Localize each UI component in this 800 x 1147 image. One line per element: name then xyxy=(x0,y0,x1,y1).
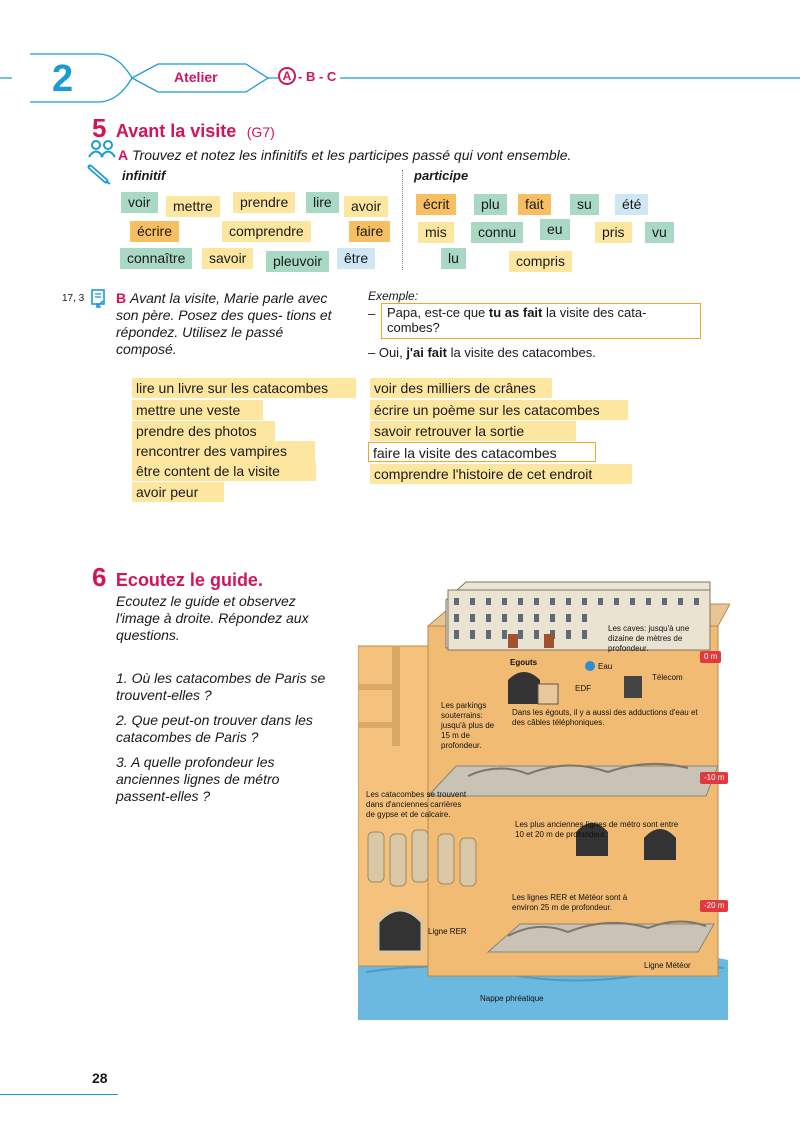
participe-chip: lu xyxy=(441,248,466,269)
metro-label: Les plus anciennes lignes de métro sont entre 10 et 20 m de profondeur. xyxy=(515,820,679,839)
instruction-a-text: Trouvez et notez les infinitifs et les participes passé qui vont ensemble. xyxy=(132,147,572,163)
phrase-left: lire un livre sur les catacombes xyxy=(132,378,356,398)
caves-label: Les caves: jusqu'à une dizaine de mètres de profondeur. xyxy=(608,624,690,653)
example-a-post: la visite des catacombes. xyxy=(446,345,596,360)
participe-chip: connu xyxy=(471,222,523,243)
infinitif-chip: connaître xyxy=(120,248,192,269)
participe-label: participe xyxy=(414,168,469,183)
question-3: 3. A quelle profondeur les anciennes lignes de métro passent-elles ? xyxy=(116,754,280,804)
phrase-right: voir des milliers de crânes xyxy=(370,378,552,398)
exercise-5-heading xyxy=(92,113,275,144)
infinitif-chip: voir xyxy=(121,192,158,213)
letter-a: A xyxy=(118,147,129,163)
example-label: Exemple: xyxy=(368,289,419,303)
phrase-right: écrire un poème sur les catacombes xyxy=(370,400,628,420)
exercise-5-number: 5 xyxy=(92,113,107,143)
question-1: 1. Où les catacombes de Paris se trouvent-elles ? xyxy=(116,670,326,703)
audio-track-icon xyxy=(89,289,109,309)
footer-rule xyxy=(0,1094,118,1095)
depth-marker-0: 0 m xyxy=(700,651,721,663)
unit-number: 2 xyxy=(52,58,74,100)
atelier-label: Atelier xyxy=(174,69,218,85)
infinitif-chip: lire xyxy=(306,192,339,213)
infinitif-chip: faire xyxy=(349,221,390,242)
phrase-right: savoir retrouver la sortie xyxy=(370,421,576,441)
steps-rest: - B - C xyxy=(298,69,337,84)
example-q-post: la visite des cata- combes? xyxy=(387,305,647,335)
catacombes-label: Les catacombes se trouvent dans d'anciennes carrières de gypse et de calcaire. xyxy=(366,790,467,819)
ligne-meteor-label: Ligne Météor xyxy=(644,961,691,970)
question-2: 2. Que peut-on trouver dans les catacombes de Paris ? xyxy=(116,712,313,745)
egouts-label: Egouts xyxy=(510,658,538,667)
exercise-5-ref: (G7) xyxy=(246,124,275,140)
column-divider xyxy=(402,170,403,270)
edf-label: EDF xyxy=(575,684,591,693)
example-a-pre: Oui, xyxy=(378,345,407,360)
exercise-6-heading xyxy=(92,562,263,593)
phrase-left: être content de la visite xyxy=(132,461,316,481)
participe-chip: fait xyxy=(518,194,551,215)
exercise-6-number: 6 xyxy=(92,562,107,592)
header-banner xyxy=(0,40,800,110)
phrase-right-example: faire la visite des catacombes xyxy=(368,442,596,462)
infinitif-chip: avoir xyxy=(344,196,388,217)
instruction-b xyxy=(116,290,342,358)
participe-chip: mis xyxy=(418,222,454,243)
participe-chip: eu xyxy=(540,219,570,240)
example-answer: – Oui, j'ai fait la visite des catacombes. xyxy=(368,345,596,360)
phrase-left: prendre des photos xyxy=(132,421,275,441)
pencil-icon xyxy=(86,163,112,185)
phrase-left: avoir peur xyxy=(132,482,224,502)
letter-b: B xyxy=(116,290,127,306)
step-a-badge: A xyxy=(278,67,296,85)
eau-label: Eau xyxy=(598,662,613,671)
phrase-right: comprendre l'histoire de cet endroit xyxy=(370,464,632,484)
track-ref: 17, 3 xyxy=(62,293,85,304)
example-q-bold: tu as fait xyxy=(488,305,543,320)
infinitif-chip: être xyxy=(337,248,375,269)
instruction-b-text: Avant la visite, Marie parle avec son père. Posez des ques- tions et répondez. Utilisez le passé composé. xyxy=(116,290,332,357)
participe-chip: plu xyxy=(474,194,507,215)
depth-marker-20: -20 m xyxy=(700,900,728,912)
depth-marker-10: -10 m xyxy=(700,772,728,784)
participe-chip: écrit xyxy=(416,194,456,215)
exercise-6-title: Ecoutez le guide. xyxy=(115,570,263,590)
infinitif-chip: écrire xyxy=(130,221,179,242)
participe-chip: compris xyxy=(509,251,572,272)
example-question xyxy=(381,303,701,339)
dash-1: – xyxy=(368,306,376,321)
page-number: 28 xyxy=(92,1070,108,1086)
nappe-label: Nappe phréatique xyxy=(480,994,544,1003)
example-a-bold: j'ai fait xyxy=(406,345,447,360)
phrase-left: rencontrer des vampires xyxy=(132,441,315,461)
telecom-label: Télecom xyxy=(652,673,683,682)
infinitif-chip: pleuvoir xyxy=(266,251,329,272)
exercise-6-intro: Ecoutez le guide et observez l'image à droite. Répondez aux questions. xyxy=(116,593,309,643)
rer-meteor-label: Les lignes RER et Météor sont à environ 25 m de profondeur. xyxy=(512,893,628,912)
infinitif-chip: prendre xyxy=(233,192,295,213)
infinitif-label: infinitif xyxy=(122,168,166,183)
pair-work-icon xyxy=(88,140,116,158)
parkings-label: Les parkings souterrains: jusqu'à plus de 15 m de profondeur. xyxy=(441,701,495,750)
participe-chip: su xyxy=(570,194,599,215)
participe-chip: vu xyxy=(645,222,674,243)
exercise-5-title: Avant la visite xyxy=(115,121,237,141)
participe-chip: pris xyxy=(595,222,632,243)
infinitif-chip: comprendre xyxy=(222,221,311,242)
participe-chip: été xyxy=(615,194,648,215)
ligne-rer-label: Ligne RER xyxy=(428,927,467,936)
infinitif-chip: savoir xyxy=(202,248,253,269)
infinitif-chip: mettre xyxy=(166,196,220,217)
adductions-label: Dans les égouts, il y a aussi des adductions d'eau et des câbles téléphoniques. xyxy=(512,708,698,727)
example-q-pre: Papa, est-ce que xyxy=(387,305,489,320)
instruction-a xyxy=(118,147,571,163)
phrase-left: mettre une veste xyxy=(132,400,263,420)
